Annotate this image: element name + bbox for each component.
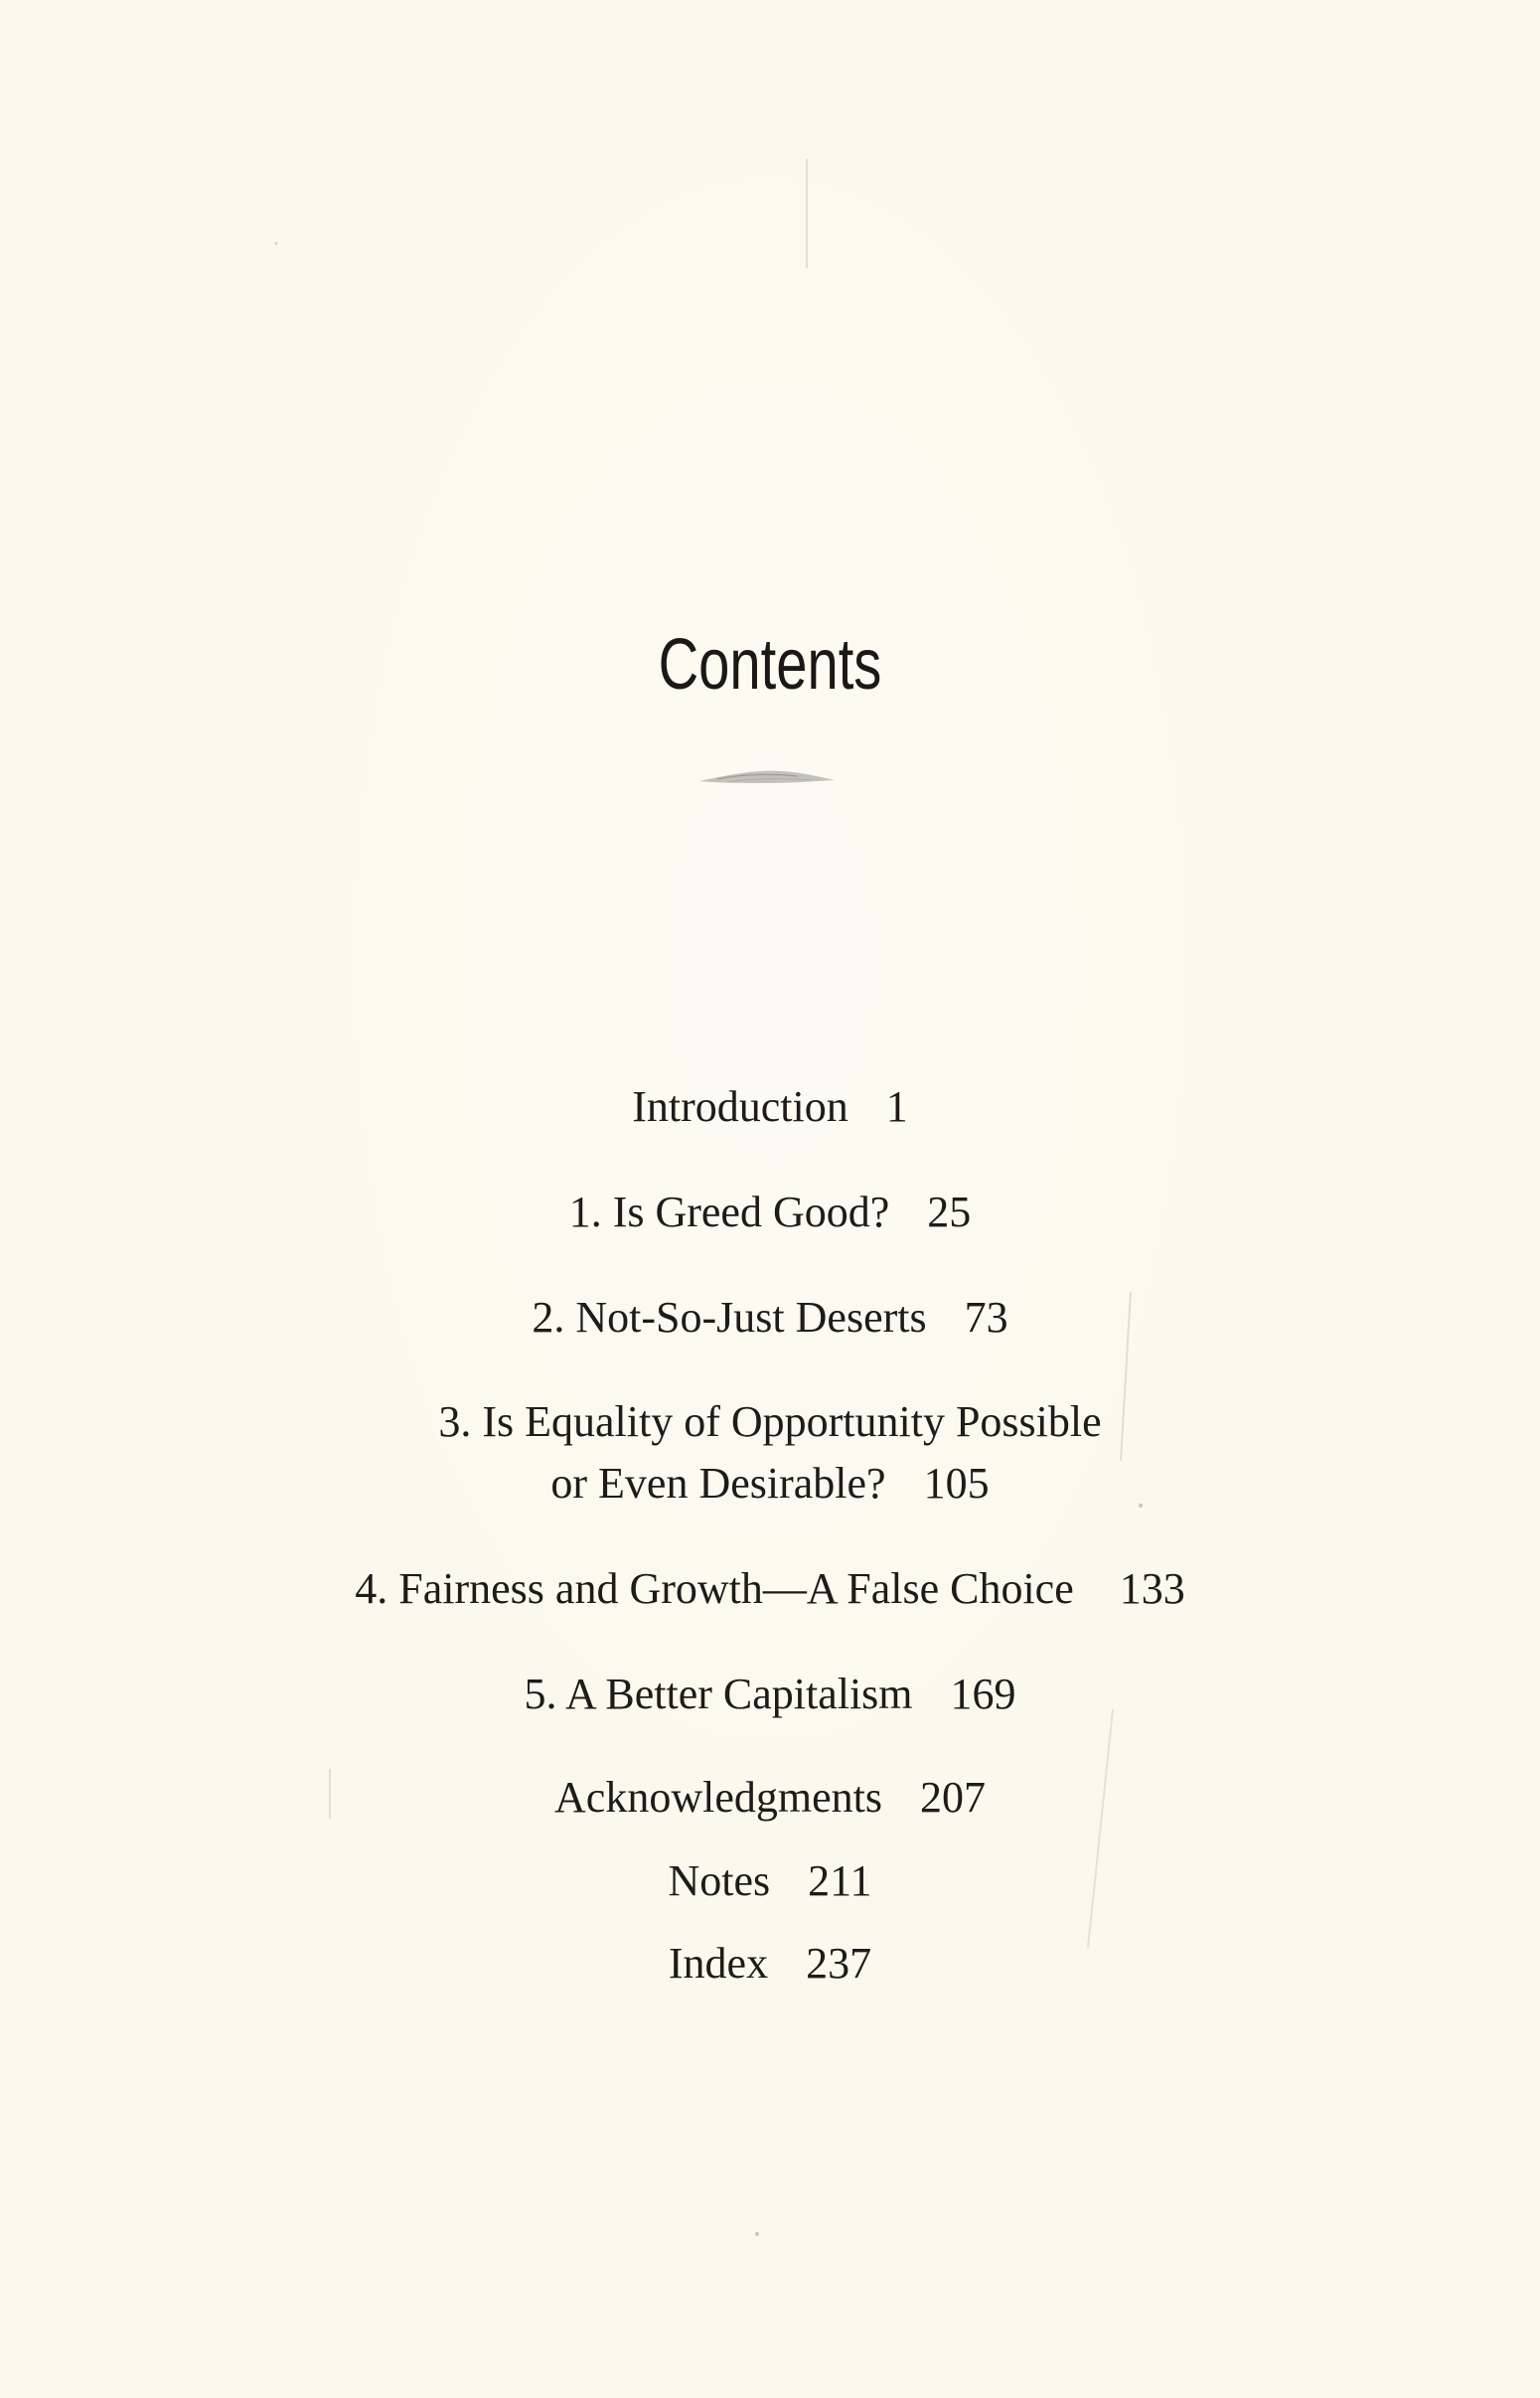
toc-entry-page: 237 (806, 1939, 872, 1988)
toc-entry-chapter-3-line-2 (0, 1458, 1540, 1510)
toc-entry-page: 73 (964, 1293, 1008, 1342)
toc-entry-label: Acknowledgments (554, 1773, 882, 1822)
toc-entry-label: 2. Not-So-Just Deserts (532, 1293, 927, 1342)
toc-entry-page: 25 (927, 1188, 972, 1236)
toc-entry-label: Notes (668, 1856, 771, 1905)
toc-entry-index (0, 1938, 1540, 1990)
toc-entry-label-continued: or Even Desirable? (550, 1459, 886, 1508)
toc-entry-label: 3. Is Equality of Opportunity Possible (438, 1397, 1102, 1446)
flourish-ornament-icon (697, 765, 837, 791)
toc-entry-label: Introduction (632, 1082, 848, 1131)
page-title: Contents (658, 625, 882, 705)
toc-entry-label: 1. Is Greed Good? (568, 1188, 890, 1236)
toc-entry-label: Index (668, 1939, 769, 1988)
toc-entry-acknowledgments (0, 1772, 1540, 1824)
toc-entry-page: 207 (919, 1773, 986, 1822)
toc-entry-notes (0, 1855, 1540, 1907)
toc-entry-introduction (0, 1081, 1540, 1133)
toc-entry-page: 1 (885, 1082, 908, 1131)
toc-entry-chapter-4 (0, 1563, 1540, 1615)
toc-entry-chapter-5 (0, 1669, 1540, 1720)
toc-entry-page: 133 (1119, 1564, 1185, 1613)
toc-entry-label: 4. Fairness and Growth—A False Choice (355, 1564, 1074, 1613)
toc-entry-label: 5. A Better Capitalism (524, 1670, 913, 1718)
toc-entry-page: 169 (950, 1670, 1016, 1718)
toc-entry-page: 105 (923, 1459, 990, 1508)
toc-entry-page: 211 (808, 1856, 872, 1905)
toc-entry-chapter-1 (0, 1187, 1540, 1238)
toc-entry-chapter-3-line-1 (0, 1396, 1540, 1448)
toc-entry-chapter-2 (0, 1292, 1540, 1344)
